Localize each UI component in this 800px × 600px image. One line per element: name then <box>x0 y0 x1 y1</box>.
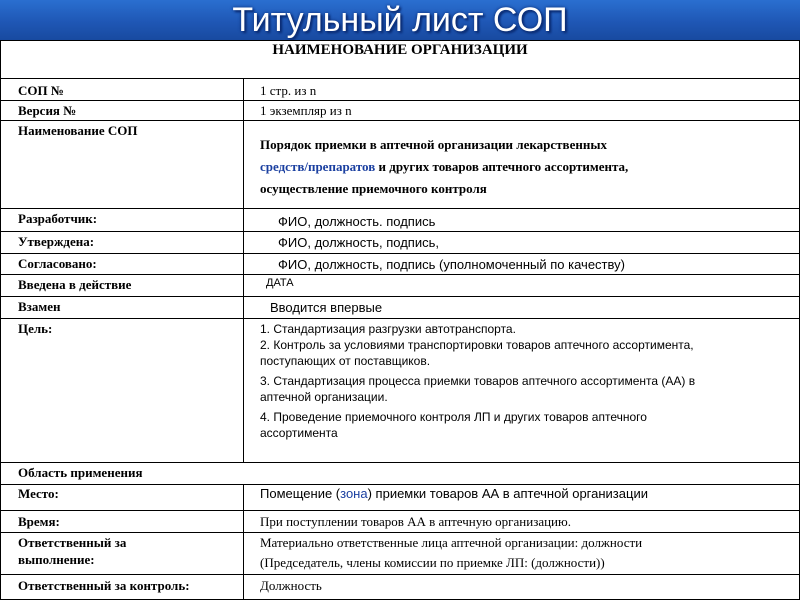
row-divider <box>0 253 800 254</box>
place-link: зона <box>340 486 368 501</box>
label-sop-no: СОП № <box>18 83 64 98</box>
row-divider <box>0 100 800 101</box>
label-sop-name: Наименование СОП <box>18 123 138 138</box>
goal-item: 4. Проведение приемочного контроля ЛП и других товаров аптечного <box>260 410 647 424</box>
row-divider <box>0 574 800 575</box>
row-divider <box>0 120 800 121</box>
label-effective: Введена в действие <box>18 277 132 292</box>
column-divider <box>243 484 244 600</box>
label-instead: Взамен <box>18 299 61 314</box>
value-version: 1 экземпляр из n <box>260 103 352 118</box>
goal-item: 3. Стандартизация процесса приемки товаров аптечного ассортимента (АА) в <box>260 374 696 388</box>
label-developer: Разработчик: <box>18 211 98 226</box>
value-sop-no: 1 стр. из n <box>260 83 317 98</box>
slide-title: Титульный лист СОП <box>232 1 568 39</box>
goal-item: поступающих от поставщиков. <box>260 354 431 368</box>
row-divider <box>0 296 800 297</box>
sop-title-sheet <box>0 40 800 600</box>
label-scope: Область применения <box>18 465 143 480</box>
label-responsible-ctrl: Ответственный за контроль: <box>18 578 190 593</box>
label-agreed: Согласовано: <box>18 256 97 271</box>
goal-item: ассортимента <box>260 426 338 440</box>
label-responsible-exec-1: Ответственный за <box>18 535 127 550</box>
value-instead: Вводится впервые <box>270 300 383 315</box>
value-time: При поступлении товаров АА в аптечную организацию. <box>260 514 571 529</box>
place-text-after: ) приемки товаров АА в аптечной организации <box>367 486 648 501</box>
value-place <box>260 486 648 501</box>
row-divider <box>0 274 800 275</box>
label-version: Версия № <box>18 103 77 118</box>
goal-item: 1. Стандартизация разгрузки автотранспорта. <box>260 322 516 336</box>
label-goal: Цель: <box>18 321 53 336</box>
goal-item: аптечной организации. <box>260 390 388 404</box>
row-divider <box>0 510 800 511</box>
goal-item: 2. Контроль за условиями транспортировки товаров аптечного ассортимента, <box>260 338 694 352</box>
sop-name-link: средств/препаратов <box>260 159 376 174</box>
sop-name-line2 <box>260 159 628 175</box>
value-agreed: ФИО, должность, подпись (уполномоченный по качеству) <box>278 257 625 272</box>
value-developer: ФИО, должность. подпись <box>278 214 436 229</box>
place-text-before: Помещение ( <box>260 486 341 501</box>
value-approved: ФИО, должность, подпись, <box>278 235 439 250</box>
sop-name-line1: Порядок приемки в аптечной организации лекарственных <box>260 137 607 152</box>
row-divider <box>0 462 800 463</box>
row-divider <box>0 231 800 232</box>
table-border <box>0 40 800 41</box>
value-responsible-ctrl: Должность <box>260 578 322 593</box>
table-border <box>0 40 1 600</box>
label-time: Время: <box>18 514 60 529</box>
sop-name-line2-rest: и других товаров аптечного ассортимента, <box>378 159 629 174</box>
column-divider <box>243 78 244 462</box>
row-divider <box>0 318 800 319</box>
value-responsible-exec-1: Материально ответственные лица аптечной организации: должности <box>260 535 643 550</box>
label-place: Место: <box>18 486 59 501</box>
row-divider <box>0 78 800 79</box>
organization-name: НАИМЕНОВАНИЕ ОРГАНИЗАЦИИ <box>272 42 528 58</box>
row-divider <box>0 532 800 533</box>
row-divider <box>0 484 800 485</box>
label-approved: Утверждена: <box>18 234 95 249</box>
sop-name-line3: осуществление приемочного контроля <box>260 181 487 196</box>
row-divider <box>0 208 800 209</box>
value-effective: ДАТА <box>266 277 294 289</box>
label-responsible-exec-2: выполнение: <box>18 552 95 567</box>
value-responsible-exec-2: (Председатель, члены комиссии по приемке ЛП: (должности)) <box>260 555 605 570</box>
